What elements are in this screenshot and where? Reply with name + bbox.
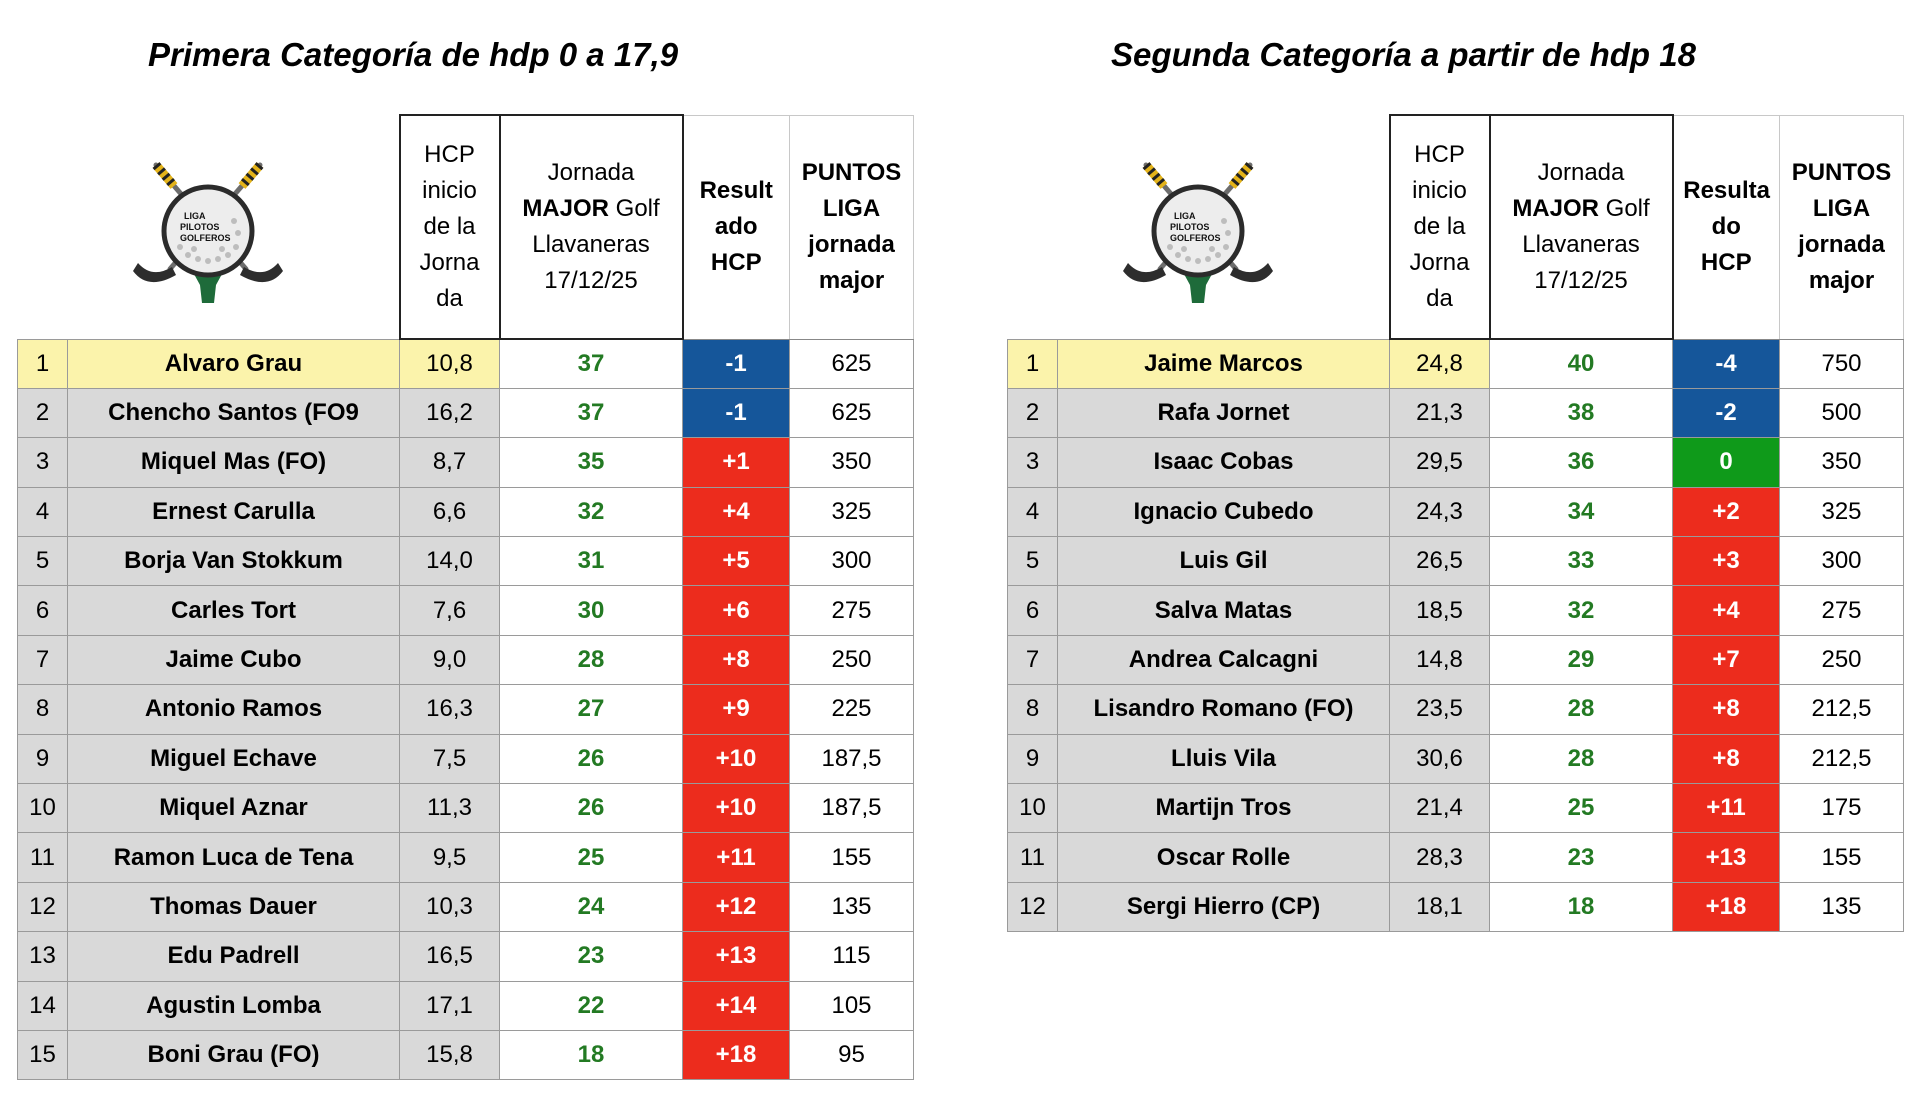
table-row [18, 734, 914, 783]
liga-points-cell: 95 [790, 1030, 914, 1079]
hcp-cell: 16,5 [400, 932, 500, 981]
jornada-points-cell: 24 [500, 882, 683, 931]
header-jornada-text: Jornada MAJOR Golf Llavaneras 17/12/25 [522, 159, 660, 294]
rank-cell: 5 [1008, 537, 1058, 586]
player-name-cell: Jaime Marcos [1058, 339, 1390, 388]
standings-table-primera [17, 114, 914, 1080]
table-row [1008, 685, 1904, 734]
player-name-cell: Borja Van Stokkum [68, 537, 400, 586]
table-row [1008, 388, 1904, 437]
result-hcp-cell: +8 [1673, 734, 1780, 783]
liga-points-cell: 275 [1780, 586, 1904, 635]
svg-text:PILOTOS: PILOTOS [180, 221, 220, 232]
svg-text:GOLFEROS: GOLFEROS [180, 232, 231, 243]
hcp-cell: 10,8 [400, 339, 500, 388]
hcp-cell: 24,8 [1390, 339, 1490, 388]
jornada-points-cell: 28 [500, 635, 683, 684]
rank-cell: 7 [18, 635, 68, 684]
rank-cell: 12 [18, 882, 68, 931]
result-hcp-cell: +8 [1673, 685, 1780, 734]
table-row [18, 932, 914, 981]
liga-points-cell: 625 [790, 339, 914, 388]
result-hcp-cell: +11 [1673, 784, 1780, 833]
hcp-cell: 18,5 [1390, 586, 1490, 635]
header-jornada [500, 115, 683, 339]
table-row [1008, 438, 1904, 487]
table-row [18, 833, 914, 882]
hcp-cell: 21,3 [1390, 388, 1490, 437]
table-row [18, 685, 914, 734]
table-row [1008, 734, 1904, 783]
liga-points-cell: 250 [790, 635, 914, 684]
liga-points-cell: 500 [1780, 388, 1904, 437]
player-name-cell: Rafa Jornet [1058, 388, 1390, 437]
table-body [1008, 339, 1904, 932]
logo-cell [18, 115, 400, 339]
rank-cell: 9 [18, 734, 68, 783]
jornada-points-cell: 32 [1490, 586, 1673, 635]
hcp-cell: 9,0 [400, 635, 500, 684]
hcp-cell: 8,7 [400, 438, 500, 487]
player-name-cell: Ernest Carulla [68, 487, 400, 536]
hcp-cell: 21,4 [1390, 784, 1490, 833]
result-hcp-cell: +14 [683, 981, 790, 1030]
jornada-points-cell: 23 [500, 932, 683, 981]
result-hcp-cell: +2 [1673, 487, 1780, 536]
rank-cell: 6 [18, 586, 68, 635]
jornada-points-cell: 33 [1490, 537, 1673, 586]
player-name-cell: Boni Grau (FO) [68, 1030, 400, 1079]
hcp-cell: 30,6 [1390, 734, 1490, 783]
rank-cell: 15 [18, 1030, 68, 1079]
player-name-cell: Sergi Hierro (CP) [1058, 882, 1390, 931]
result-hcp-cell: +6 [683, 586, 790, 635]
player-name-cell: Martijn Tros [1058, 784, 1390, 833]
jornada-points-cell: 30 [500, 586, 683, 635]
result-hcp-cell: +13 [1673, 833, 1780, 882]
rank-cell: 4 [18, 487, 68, 536]
liga-points-cell: 135 [790, 882, 914, 931]
hcp-cell: 7,6 [400, 586, 500, 635]
table-row [18, 1030, 914, 1079]
player-name-cell: Agustin Lomba [68, 981, 400, 1030]
hcp-cell: 29,5 [1390, 438, 1490, 487]
rank-cell: 8 [1008, 685, 1058, 734]
rank-cell: 7 [1008, 635, 1058, 684]
jornada-points-cell: 28 [1490, 685, 1673, 734]
player-name-cell: Jaime Cubo [68, 635, 400, 684]
standings-table-segunda [1007, 114, 1904, 932]
player-name-cell: Chencho Santos (FO9 [68, 388, 400, 437]
rank-cell: 6 [1008, 586, 1058, 635]
jornada-points-cell: 34 [1490, 487, 1673, 536]
liga-points-cell: 135 [1780, 882, 1904, 931]
table-row [18, 487, 914, 536]
table-row [18, 586, 914, 635]
liga-points-cell: 155 [1780, 833, 1904, 882]
rank-cell: 10 [18, 784, 68, 833]
header-puntos: PUNTOS LIGA jornada major [790, 115, 914, 339]
hcp-cell: 14,8 [1390, 635, 1490, 684]
hcp-cell: 14,0 [400, 537, 500, 586]
header-puntos: PUNTOS LIGA jornada major [1780, 115, 1904, 339]
table-row [1008, 635, 1904, 684]
result-hcp-cell: +10 [683, 784, 790, 833]
jornada-points-cell: 37 [500, 388, 683, 437]
player-name-cell: Luis Gil [1058, 537, 1390, 586]
page-title-segunda: Segunda Categoría a partir de hdp 18 [1111, 36, 1696, 73]
player-name-cell: Thomas Dauer [68, 882, 400, 931]
liga-points-cell: 300 [790, 537, 914, 586]
hcp-cell: 11,3 [400, 784, 500, 833]
player-name-cell: Salva Matas [1058, 586, 1390, 635]
result-hcp-cell: +1 [683, 438, 790, 487]
svg-text:LIGA: LIGA [184, 210, 206, 221]
liga-points-cell: 750 [1780, 339, 1904, 388]
jornada-points-cell: 38 [1490, 388, 1673, 437]
table-row [18, 537, 914, 586]
player-name-cell: Ignacio Cubedo [1058, 487, 1390, 536]
jornada-points-cell: 27 [500, 685, 683, 734]
player-name-cell: Alvaro Grau [68, 339, 400, 388]
table-row [18, 784, 914, 833]
result-hcp-cell: +11 [683, 833, 790, 882]
jornada-points-cell: 25 [1490, 784, 1673, 833]
table-row [18, 635, 914, 684]
liga-points-cell: 187,5 [790, 734, 914, 783]
liga-points-cell: 187,5 [790, 784, 914, 833]
player-name-cell: Miquel Mas (FO) [68, 438, 400, 487]
result-hcp-cell: 0 [1673, 438, 1780, 487]
jornada-points-cell: 26 [500, 784, 683, 833]
hcp-cell: 24,3 [1390, 487, 1490, 536]
header-jornada-text: Jornada MAJOR Golf Llavaneras 17/12/25 [1512, 159, 1650, 294]
rank-cell: 11 [1008, 833, 1058, 882]
jornada-points-cell: 31 [500, 537, 683, 586]
liga-points-cell: 105 [790, 981, 914, 1030]
player-name-cell: Antonio Ramos [68, 685, 400, 734]
hcp-cell: 9,5 [400, 833, 500, 882]
table-row [1008, 487, 1904, 536]
rank-cell: 10 [1008, 784, 1058, 833]
liga-pilotos-golferos-logo [1118, 151, 1278, 311]
table-row [18, 882, 914, 931]
rank-cell: 11 [18, 833, 68, 882]
liga-points-cell: 325 [1780, 487, 1904, 536]
rank-cell: 4 [1008, 487, 1058, 536]
player-name-cell: Carles Tort [68, 586, 400, 635]
table-row [18, 438, 914, 487]
result-hcp-cell: +9 [683, 685, 790, 734]
player-name-cell: Ramon Luca de Tena [68, 833, 400, 882]
svg-text:PILOTOS: PILOTOS [1170, 221, 1210, 232]
rank-cell: 3 [1008, 438, 1058, 487]
result-hcp-cell: -1 [683, 388, 790, 437]
jornada-points-cell: 18 [500, 1030, 683, 1079]
svg-text:LIGA: LIGA [1174, 210, 1196, 221]
result-hcp-cell: -1 [683, 339, 790, 388]
golf-logo-icon [1118, 151, 1278, 311]
svg-text:GOLFEROS: GOLFEROS [1170, 232, 1221, 243]
table-header-row [18, 115, 914, 339]
rank-cell: 8 [18, 685, 68, 734]
result-hcp-cell: +10 [683, 734, 790, 783]
result-hcp-cell: +8 [683, 635, 790, 684]
hcp-cell: 26,5 [1390, 537, 1490, 586]
hcp-cell: 16,3 [400, 685, 500, 734]
golf-logo-icon [128, 151, 288, 311]
jornada-points-cell: 28 [1490, 734, 1673, 783]
result-hcp-cell: +13 [683, 932, 790, 981]
table-row [1008, 339, 1904, 388]
player-name-cell: Miquel Aznar [68, 784, 400, 833]
rank-cell: 1 [1008, 339, 1058, 388]
result-hcp-cell: +7 [1673, 635, 1780, 684]
hcp-cell: 15,8 [400, 1030, 500, 1079]
jornada-points-cell: 25 [500, 833, 683, 882]
rank-cell: 2 [18, 388, 68, 437]
table-row [1008, 882, 1904, 931]
result-hcp-cell: +18 [683, 1030, 790, 1079]
table-header-row [1008, 115, 1904, 339]
liga-points-cell: 350 [790, 438, 914, 487]
hcp-cell: 17,1 [400, 981, 500, 1030]
liga-points-cell: 155 [790, 833, 914, 882]
result-hcp-cell: -2 [1673, 388, 1780, 437]
table-row [1008, 784, 1904, 833]
jornada-points-cell: 26 [500, 734, 683, 783]
table-row [1008, 537, 1904, 586]
header-resultado: Resulta do HCP [1673, 115, 1780, 339]
jornada-points-cell: 36 [1490, 438, 1673, 487]
table-row [18, 339, 914, 388]
liga-points-cell: 225 [790, 685, 914, 734]
rank-cell: 3 [18, 438, 68, 487]
result-hcp-cell: +12 [683, 882, 790, 931]
hcp-cell: 16,2 [400, 388, 500, 437]
result-hcp-cell: +18 [1673, 882, 1780, 931]
jornada-points-cell: 32 [500, 487, 683, 536]
player-name-cell: Edu Padrell [68, 932, 400, 981]
jornada-points-cell: 29 [1490, 635, 1673, 684]
hcp-cell: 6,6 [400, 487, 500, 536]
rank-cell: 14 [18, 981, 68, 1030]
table-row [18, 981, 914, 1030]
rank-cell: 5 [18, 537, 68, 586]
player-name-cell: Isaac Cobas [1058, 438, 1390, 487]
liga-points-cell: 212,5 [1780, 734, 1904, 783]
table-row [18, 388, 914, 437]
liga-pilotos-golferos-logo [128, 151, 288, 311]
jornada-points-cell: 35 [500, 438, 683, 487]
result-hcp-cell: +4 [1673, 586, 1780, 635]
header-jornada [1490, 115, 1673, 339]
result-hcp-cell: +3 [1673, 537, 1780, 586]
player-name-cell: Oscar Rolle [1058, 833, 1390, 882]
liga-points-cell: 115 [790, 932, 914, 981]
rank-cell: 12 [1008, 882, 1058, 931]
table-row [1008, 833, 1904, 882]
header-hcp: HCP inicio de la Jorna da [1390, 115, 1490, 339]
header-resultado: Result ado HCP [683, 115, 790, 339]
hcp-cell: 10,3 [400, 882, 500, 931]
jornada-points-cell: 23 [1490, 833, 1673, 882]
header-hcp: HCP inicio de la Jorna da [400, 115, 500, 339]
liga-points-cell: 175 [1780, 784, 1904, 833]
table-body [18, 339, 914, 1080]
liga-points-cell: 212,5 [1780, 685, 1904, 734]
result-hcp-cell: -4 [1673, 339, 1780, 388]
player-name-cell: Andrea Calcagni [1058, 635, 1390, 684]
jornada-points-cell: 40 [1490, 339, 1673, 388]
rank-cell: 13 [18, 932, 68, 981]
jornada-points-cell: 18 [1490, 882, 1673, 931]
player-name-cell: Lisandro Romano (FO) [1058, 685, 1390, 734]
liga-points-cell: 325 [790, 487, 914, 536]
page-title-primera: Primera Categoría de hdp 0 a 17,9 [148, 36, 679, 73]
liga-points-cell: 275 [790, 586, 914, 635]
rank-cell: 9 [1008, 734, 1058, 783]
player-name-cell: Miguel Echave [68, 734, 400, 783]
hcp-cell: 23,5 [1390, 685, 1490, 734]
rank-cell: 1 [18, 339, 68, 388]
liga-points-cell: 250 [1780, 635, 1904, 684]
hcp-cell: 18,1 [1390, 882, 1490, 931]
liga-points-cell: 300 [1780, 537, 1904, 586]
result-hcp-cell: +5 [683, 537, 790, 586]
player-name-cell: Lluis Vila [1058, 734, 1390, 783]
jornada-points-cell: 22 [500, 981, 683, 1030]
result-hcp-cell: +4 [683, 487, 790, 536]
liga-points-cell: 350 [1780, 438, 1904, 487]
table-row [1008, 586, 1904, 635]
liga-points-cell: 625 [790, 388, 914, 437]
jornada-points-cell: 37 [500, 339, 683, 388]
logo-cell [1008, 115, 1390, 339]
rank-cell: 2 [1008, 388, 1058, 437]
hcp-cell: 7,5 [400, 734, 500, 783]
hcp-cell: 28,3 [1390, 833, 1490, 882]
